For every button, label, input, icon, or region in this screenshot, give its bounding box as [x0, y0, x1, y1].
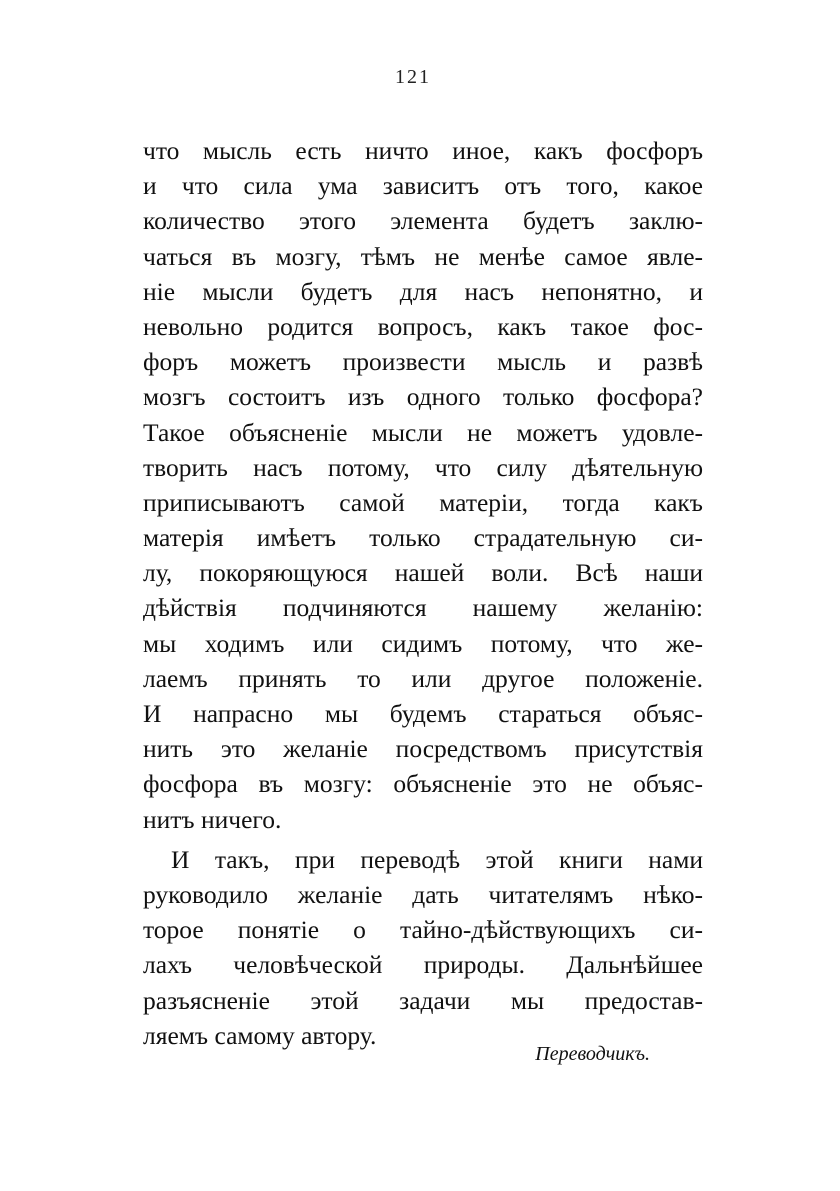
text-line: И напрасно мы будемъ стараться объяс- — [143, 699, 703, 728]
text-line: творить насъ потому, что силу дѣятельную — [143, 452, 703, 482]
text-line: невольно родится вопросъ, какъ такое фос- — [143, 311, 703, 341]
text-line: мы ходимъ или сидимъ потому, что же- — [143, 628, 703, 658]
text-line: количество этого элемента будетъ заклю- — [143, 206, 703, 236]
page-number: 121 — [395, 66, 431, 88]
text-line: форъ можетъ произвести мысль и развѣ — [143, 347, 703, 377]
text-line: и что сила ума зависитъ отъ того, какое — [143, 171, 703, 201]
paragraph-1 — [143, 133, 703, 837]
text-line: торое понятіе о тайно-дѣйствующихъ си- — [143, 915, 703, 945]
text-line: нитъ ничего. — [143, 804, 282, 834]
text-line: лахъ человѣческой природы. Дальнѣйшее — [143, 950, 703, 980]
text-line: фосфора въ мозгу: объясненіе это не объяс- — [143, 769, 703, 799]
text-line: ляемъ самому автору. — [143, 1020, 377, 1050]
text-line: И такъ, при переводѣ этой книги нами — [171, 844, 703, 874]
text-line: матерія имѣетъ только страдательную си- — [143, 523, 703, 553]
text-line: чаться въ мозгу, тѣмъ не менѣе самое явле- — [143, 241, 703, 271]
body-text — [143, 133, 703, 1053]
text-line: Такое объясненіе мысли не можетъ удовле- — [143, 417, 703, 447]
text-line: лу, покоряющуюся нашей воли. Всѣ наши — [143, 558, 703, 588]
text-line: ніе мысли будетъ для насъ непонятно, и — [143, 276, 703, 306]
text-line: приписываютъ самой матеріи, тогда какъ — [143, 487, 703, 517]
paragraph-2 — [143, 842, 703, 1053]
text-line: разъясненіе этой задачи мы предостав- — [143, 985, 703, 1015]
text-line: дѣйствія подчиняются нашему желанію: — [143, 593, 703, 623]
text-line: что мысль есть ничто иное, какъ фосфоръ — [143, 136, 703, 165]
translator-signature: Переводчикъ. — [535, 1043, 650, 1065]
text-line: нить это желаніе посредствомъ присутствія — [143, 734, 703, 764]
text-line: лаемъ принять то или другое положеніе. — [143, 663, 703, 693]
text-line: руководило желаніе дать читателямъ нѣко- — [143, 879, 703, 909]
text-line: мозгъ состоитъ изъ одного только фосфора? — [143, 382, 703, 412]
